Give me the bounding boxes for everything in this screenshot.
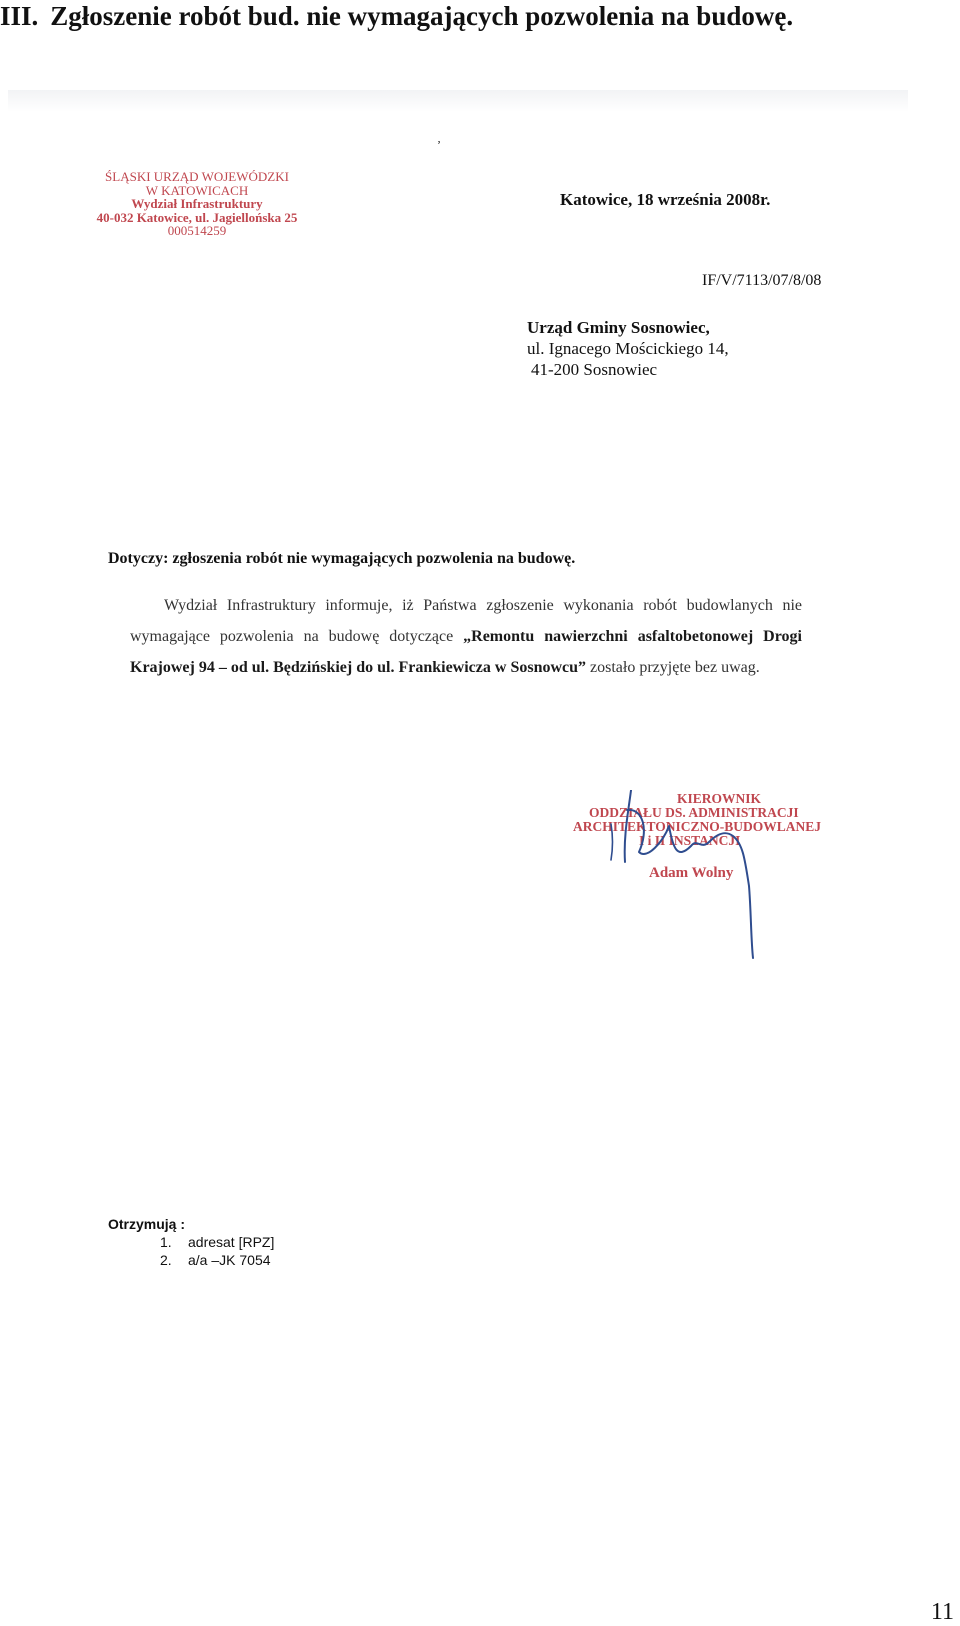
signatory-name: Adam Wolny xyxy=(649,865,734,881)
list-item-text: adresat [RPZ] xyxy=(188,1234,275,1250)
stamp-line-regon: 000514259 xyxy=(167,223,227,238)
letter-body xyxy=(130,590,802,683)
letter-date: Katowice, 18 września 2008r. xyxy=(560,190,771,209)
distribution-items xyxy=(108,1233,274,1269)
section-title: Zgłoszenie robót bud. nie wymagających pozwolenia na budowę. xyxy=(50,1,794,31)
scanned-letter xyxy=(0,90,910,1268)
list-item-number: 2. xyxy=(160,1252,172,1268)
signature-stamp-instance: I i II INSTANCJI xyxy=(639,833,741,848)
recipient-name: Urząd Gminy Sosnowiec, xyxy=(527,318,710,337)
signature-stamp-department: ODDZIAŁU DS. ADMINISTRACJI xyxy=(589,805,799,820)
stamp-line-city: W KATOWICACH xyxy=(145,182,249,198)
list-item-text: a/a –JK 7054 xyxy=(188,1252,271,1268)
body-project-name: „Remontu nawierzchni asfaltobetonowej Drogi Krajowej 94 – od ul. Będzińskiej do ul. Frankiewicza w Sosnowcu” xyxy=(130,628,802,676)
stamp-line-office: ŚLĄSKI URZĄD WOJEWÓDZKI xyxy=(105,169,289,184)
recipient-address xyxy=(527,317,729,380)
page-number: 11 xyxy=(930,1599,954,1625)
office-stamp xyxy=(82,170,312,238)
body-paragraph xyxy=(130,590,802,683)
scan-edge-shading xyxy=(8,90,908,112)
distribution-title: Otrzymują : xyxy=(108,1216,186,1232)
distribution-list xyxy=(108,1215,274,1269)
section-heading xyxy=(0,0,793,32)
recipient-city: 41-200 Sosnowiec xyxy=(531,360,658,379)
recipient-street: ul. Ignacego Mościckiego 14, xyxy=(527,339,729,358)
list-item xyxy=(160,1251,274,1269)
list-item xyxy=(160,1233,274,1251)
letter-subject: Dotyczy: zgłoszenia robót nie wymagających pozwolenia na budowę. xyxy=(108,550,576,567)
signature-stamp xyxy=(573,790,833,990)
stamp-line-address: 40-032 Katowice, ul. Jagiellońska 25 xyxy=(96,209,298,225)
signature-stroke xyxy=(625,790,753,958)
reference-number: IF/V/7113/07/8/08 xyxy=(702,272,822,289)
signature-stroke xyxy=(611,824,613,860)
stamp-line-department: Wydział Infrastruktury xyxy=(131,196,263,211)
signature-stamp-title: KIEROWNIK xyxy=(677,791,762,806)
list-item-number: 1. xyxy=(160,1234,172,1250)
section-number: III. xyxy=(0,1,39,31)
body-intro: Wydział Infrastruktury informuje, iż Państwa zgłoszenie wykonania robót budowlanych nie wymagające pozwolenia na budowę dotyczące xyxy=(130,597,802,645)
signature-stamp-division: ARCHITEKTONICZNO-BUDOWLANEJ xyxy=(573,819,822,834)
scan-speck: ʼ xyxy=(437,138,441,152)
handwritten-signature xyxy=(573,790,833,990)
body-outro: zostało przyjęte bez uwag. xyxy=(586,659,760,676)
